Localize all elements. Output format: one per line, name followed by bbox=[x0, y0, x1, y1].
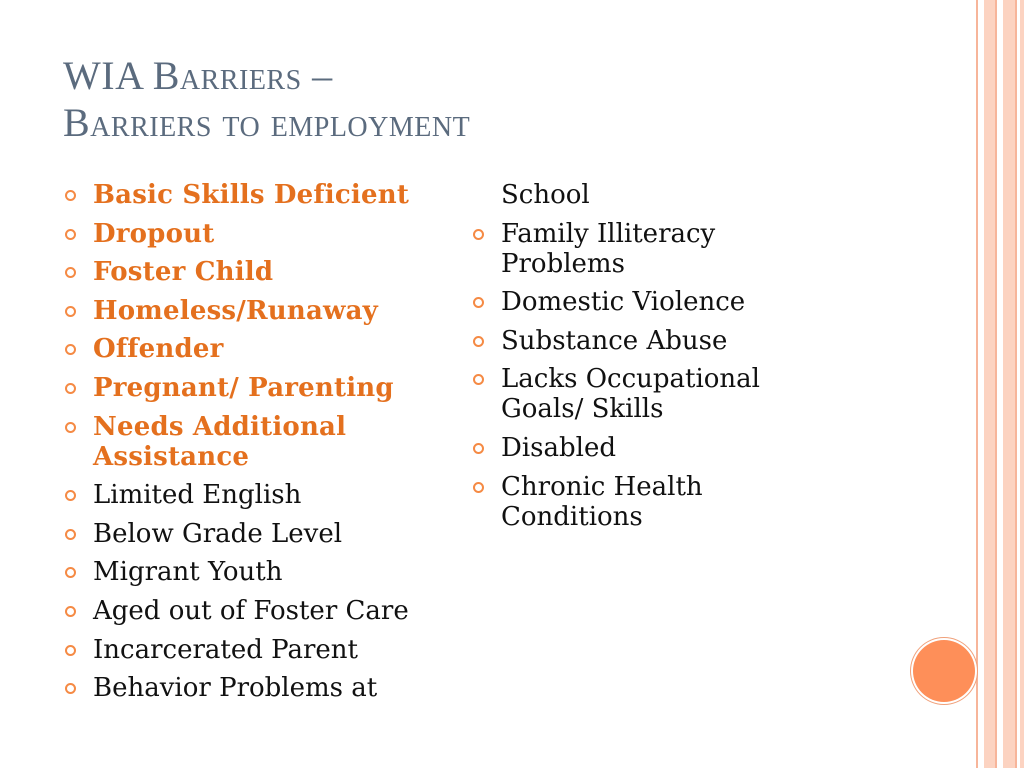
list-item bbox=[63, 635, 453, 665]
list-item-continuation bbox=[471, 180, 801, 210]
list-item bbox=[63, 480, 453, 510]
list-item-text: Migrant Youth bbox=[93, 557, 283, 588]
list-item-text: Substance Abuse bbox=[501, 325, 728, 356]
list-item bbox=[471, 219, 801, 279]
list-item bbox=[471, 433, 801, 463]
slide-title-line-1: WIA Barriers – bbox=[63, 53, 333, 98]
list-item bbox=[63, 673, 453, 703]
bullet-icon bbox=[65, 529, 76, 540]
list-item bbox=[63, 219, 453, 249]
list-item-text: Chronic Health Conditions bbox=[501, 471, 703, 532]
border-stripe bbox=[976, 0, 978, 768]
bullet-icon bbox=[65, 267, 76, 278]
list-item-text: Dropout bbox=[93, 218, 215, 249]
barriers-list-right bbox=[471, 180, 801, 540]
border-stripe bbox=[1020, 0, 1024, 768]
border-stripe bbox=[1015, 0, 1017, 768]
bullet-icon bbox=[65, 306, 76, 317]
list-item-text: Lacks Occupational Goals/ Skills bbox=[501, 364, 760, 425]
slide-title bbox=[63, 52, 470, 146]
list-item-text: Disabled bbox=[501, 432, 616, 463]
list-item bbox=[63, 373, 453, 403]
list-item bbox=[63, 596, 453, 626]
border-stripe bbox=[984, 0, 995, 768]
list-item bbox=[63, 296, 453, 326]
list-item-text: Basic Skills Deficient bbox=[93, 180, 410, 210]
bullet-icon bbox=[473, 297, 484, 308]
bullet-icon bbox=[65, 422, 76, 433]
list-item-text: Limited English bbox=[93, 480, 302, 511]
list-item bbox=[63, 412, 453, 472]
bullet-icon bbox=[65, 229, 76, 240]
bullet-icon bbox=[473, 443, 484, 454]
bullet-icon bbox=[65, 383, 76, 394]
bullet-icon bbox=[65, 606, 76, 617]
list-item-text: Offender bbox=[93, 334, 224, 365]
border-stripe bbox=[1003, 0, 1015, 768]
list-item bbox=[63, 334, 453, 364]
list-item-text: Behavior Problems at bbox=[93, 673, 378, 704]
bullet-icon bbox=[65, 190, 76, 201]
bullet-icon bbox=[65, 645, 76, 656]
list-item-text: Below Grade Level bbox=[93, 518, 343, 549]
decorative-circle bbox=[913, 640, 975, 702]
barriers-list-left bbox=[63, 180, 453, 712]
bullet-icon bbox=[473, 482, 484, 493]
bullet-icon bbox=[473, 229, 484, 240]
list-item-text: Pregnant/ Parenting bbox=[93, 372, 394, 403]
list-item bbox=[471, 364, 801, 424]
bullet-icon bbox=[65, 683, 76, 694]
slide-title-line-2: Barriers to employment bbox=[63, 100, 471, 146]
bullet-icon bbox=[65, 344, 76, 355]
list-item bbox=[63, 519, 453, 549]
list-item bbox=[63, 180, 453, 210]
list-item bbox=[471, 472, 801, 532]
list-item-text: Domestic Violence bbox=[501, 287, 746, 318]
bullet-icon bbox=[65, 567, 76, 578]
list-item-text: Aged out of Foster Care bbox=[93, 595, 409, 626]
bullet-icon bbox=[473, 374, 484, 385]
list-item-text: Foster Child bbox=[93, 257, 274, 288]
list-item-text: Needs Additional Assistance bbox=[93, 411, 347, 472]
list-item bbox=[471, 326, 801, 356]
border-stripe bbox=[995, 0, 997, 768]
list-item-text: Homeless/Runaway bbox=[93, 295, 378, 326]
list-item-text: School bbox=[501, 180, 590, 210]
list-item bbox=[63, 557, 453, 587]
list-item bbox=[471, 287, 801, 317]
bullet-icon bbox=[473, 336, 484, 347]
list-item bbox=[63, 257, 453, 287]
list-item-text: Incarcerated Parent bbox=[93, 634, 358, 665]
list-item-text: Family Illiteracy Problems bbox=[501, 218, 716, 279]
bullet-icon bbox=[65, 490, 76, 501]
